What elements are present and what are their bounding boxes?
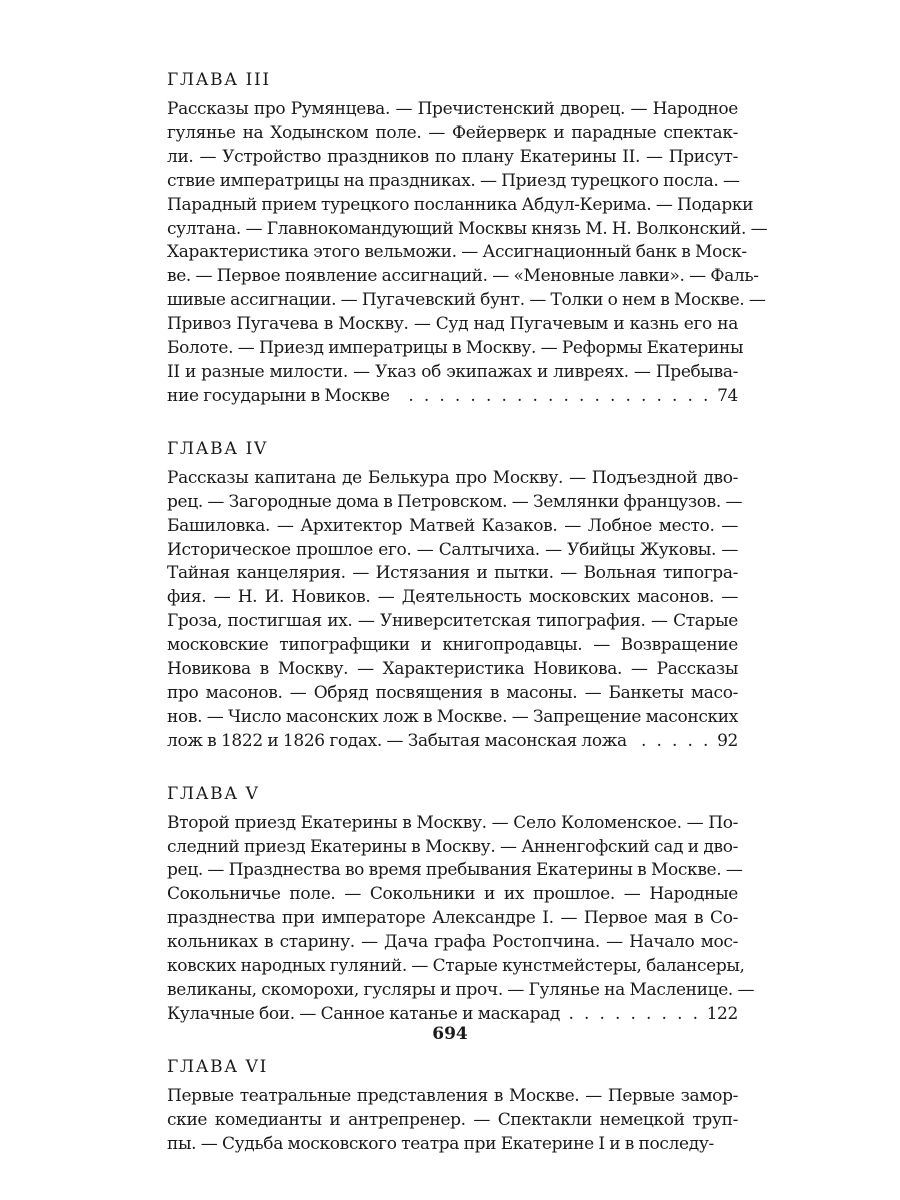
toc-entry-text: ние государыни в Москве bbox=[167, 385, 390, 406]
text-line: ковских народных гуляний. — Старые кунстмейстеры, балансеры, bbox=[167, 956, 745, 977]
text-line: Тайная канцелярия. — Истязания и пытки. — Вольная типогра- bbox=[167, 563, 738, 584]
text-line: празднества при императоре Александре I. — Первое мая в Со- bbox=[167, 908, 738, 929]
text-line: московские типографщики и книгопродавцы. — Возвращение bbox=[167, 635, 738, 656]
text-line: следний приезд Екатерины в Москву. — Анненгофский сад и дво- bbox=[167, 836, 738, 857]
chapter-title: ГЛАВА III bbox=[167, 70, 271, 90]
text-line: Первые театральные представления в Москве. — Первые замор- bbox=[167, 1085, 738, 1106]
text-line: фия. — Н. И. Новиков. — Деятельность московских масонов. — bbox=[167, 587, 738, 608]
text-line: Парадный прием турецкого посланника Абдул-Керима. — Подарки bbox=[167, 194, 754, 215]
text-line: кольниках в старину. — Дача графа Ростопчина. — Начало мос- bbox=[167, 932, 738, 953]
text-line: Сокольничье поле. — Сокольники и их прошлое. — Народные bbox=[167, 884, 738, 905]
chapter-title: ГЛАВА IV bbox=[167, 438, 268, 459]
text-line: Башиловка. — Архитектор Матвей Казаков. — Лобное место. — bbox=[167, 515, 738, 536]
text-line: Болоте. — Приезд императрицы в Москву. — Реформы Екатерины bbox=[167, 338, 744, 359]
text-line: Гроза, постигшая их. — Университетская типография. — Старые bbox=[167, 611, 738, 632]
table-of-contents bbox=[167, 66, 768, 1183]
text-line: шивые ассигнации. — Пугачевский бунт. — Толки о нем в Москве. — bbox=[167, 290, 766, 311]
toc-page-number: 92 bbox=[717, 730, 738, 751]
chapter-6 bbox=[167, 1053, 738, 1157]
text-line: ские комедианты и антрепренер. — Спектакли немецкой труп- bbox=[167, 1109, 738, 1130]
text-line: рец. — Загородные дома в Петровском. — Землянки французов. — bbox=[167, 491, 743, 512]
text-line: II и разные милости. — Указ об экипажах и ливреях. — Пребыва- bbox=[167, 361, 738, 382]
text-line: Новикова в Москву. — Характеристика Новикова. — Рассказы bbox=[167, 659, 738, 680]
text-line: великаны, скоморохи, гусляры и проч. — Гулянье на Масленице. — bbox=[167, 980, 755, 1000]
toc-entry-line bbox=[167, 385, 738, 409]
text-line: ли. — Устройство праздников по плану Екатерины II. — Присут- bbox=[167, 146, 738, 167]
text-line: Характеристика этого вельможи. — Ассигнационный банк в Моск- bbox=[167, 242, 747, 263]
toc-page-number: 122 bbox=[706, 1003, 738, 1024]
chapter-title: ГЛАВА V bbox=[167, 783, 260, 804]
text-line: пы. — Судьба московского театра при Екатерине I и в последу- bbox=[167, 1133, 714, 1154]
text-line: рец. — Празднества во время пребывания Екатерины в Москве. — bbox=[167, 860, 743, 881]
text-line: гулянье на Ходынском поле. — Фейерверк и парадные спектак- bbox=[167, 122, 738, 143]
text-line: про масонов. — Обряд посвящения в масоны. — Банкеты масо- bbox=[167, 682, 738, 703]
text-line: Рассказы про Румянцева. — Пречистенский дворец. — Народное bbox=[167, 99, 738, 119]
text-line: ве. — Первое появление ассигнаций. — «Меновные лавки». — Фаль- bbox=[167, 266, 759, 287]
page-number: 694 bbox=[432, 1024, 468, 1044]
toc-entry-text: лож в 1822 и 1826 годах. — Забытая масонская ложа bbox=[167, 730, 627, 751]
toc-entry-line bbox=[167, 730, 738, 754]
dot-leader bbox=[637, 730, 711, 754]
text-line: султана. — Главнокомандующий Москвы князь М. Н. Волконский. — bbox=[167, 218, 768, 239]
chapter-3 bbox=[167, 66, 768, 409]
chapter-title: ГЛАВА VI bbox=[167, 1056, 268, 1077]
toc-page-number: 74 bbox=[717, 385, 738, 406]
text-line: Второй приезд Екатерины в Москву. — Село Коломенское. — По- bbox=[167, 812, 738, 833]
text-line: Историческое прошлое его. — Салтычиха. — Убийцы Жуковы. — bbox=[167, 539, 738, 560]
chapter-4 bbox=[167, 435, 743, 754]
text-line: Рассказы капитана де Белькура про Москву. — Подъездной дво- bbox=[167, 467, 738, 488]
dot-leader bbox=[400, 385, 711, 409]
text-line: ствие императрицы на праздниках. — Приезд турецкого посла. — bbox=[167, 170, 740, 191]
text-line: нов. — Число масонских лож в Москве. — Запрещение масонских bbox=[167, 706, 738, 727]
text-line: Привоз Пугачева в Москву. — Суд над Пугачевым и казнь его на bbox=[167, 314, 738, 335]
toc-entry-text: Кулачные бои. — Санное катанье и маскарад bbox=[167, 1003, 561, 1024]
chapter-5 bbox=[167, 780, 755, 1027]
